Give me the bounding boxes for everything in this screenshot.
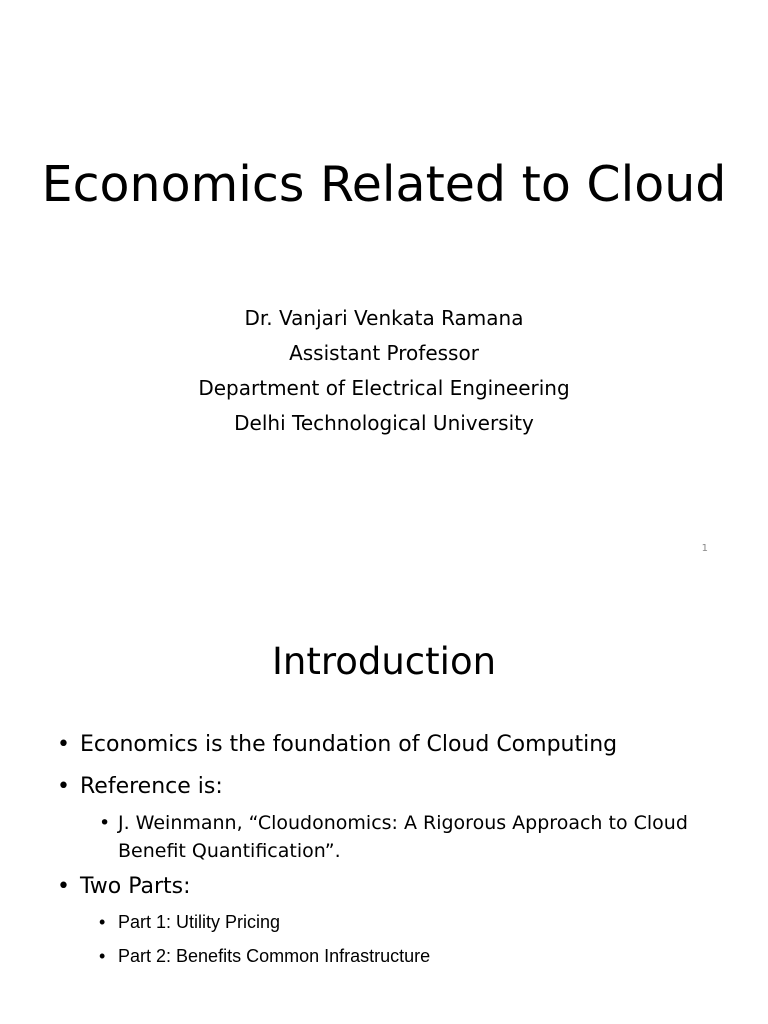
bullet-text: Economics is the foundation of Cloud Computing (80, 732, 618, 757)
sub-bullet-item (99, 943, 737, 969)
bullet-item (57, 771, 737, 803)
author-name: Dr. Vanjari Venkata Ramana (244, 306, 524, 330)
sub-bullet-item (99, 809, 737, 865)
bullet-text: Reference is: (80, 774, 223, 799)
bullet-icon: • (57, 874, 70, 899)
bullet-item (57, 871, 737, 903)
bullet-list (57, 729, 737, 977)
bullet-text: Two Parts: (80, 874, 191, 899)
bullet-icon: • (57, 774, 70, 799)
author-university: Delhi Technological University (234, 411, 534, 435)
sub-bullet-list (57, 809, 737, 865)
introduction-slide (0, 577, 768, 1024)
author-department: Department of Electrical Engineering (198, 376, 570, 400)
sub-bullet-text: Part 2: Benefits Common Infrastructure (118, 946, 431, 966)
page-number: 1 (701, 543, 708, 554)
bullet-icon: • (99, 812, 111, 834)
sub-bullet-item (99, 909, 737, 935)
bullet-icon: • (57, 732, 70, 757)
slide-title: Introduction (271, 640, 497, 683)
sub-bullet-list (57, 909, 737, 969)
sub-bullet-text: Part 1: Utility Pricing (118, 912, 281, 932)
author-position: Assistant Professor (289, 341, 479, 365)
bullet-icon: • (99, 912, 106, 932)
author-block (0, 301, 768, 441)
bullet-item (57, 729, 737, 761)
bullet-icon: • (99, 946, 106, 966)
slide-title: Economics Related to Cloud (41, 156, 727, 213)
sub-bullet-text: J. Weinmann, “Cloudonomics: A Rigorous Approach to Cloud Benefit Quantification”. (118, 812, 688, 862)
